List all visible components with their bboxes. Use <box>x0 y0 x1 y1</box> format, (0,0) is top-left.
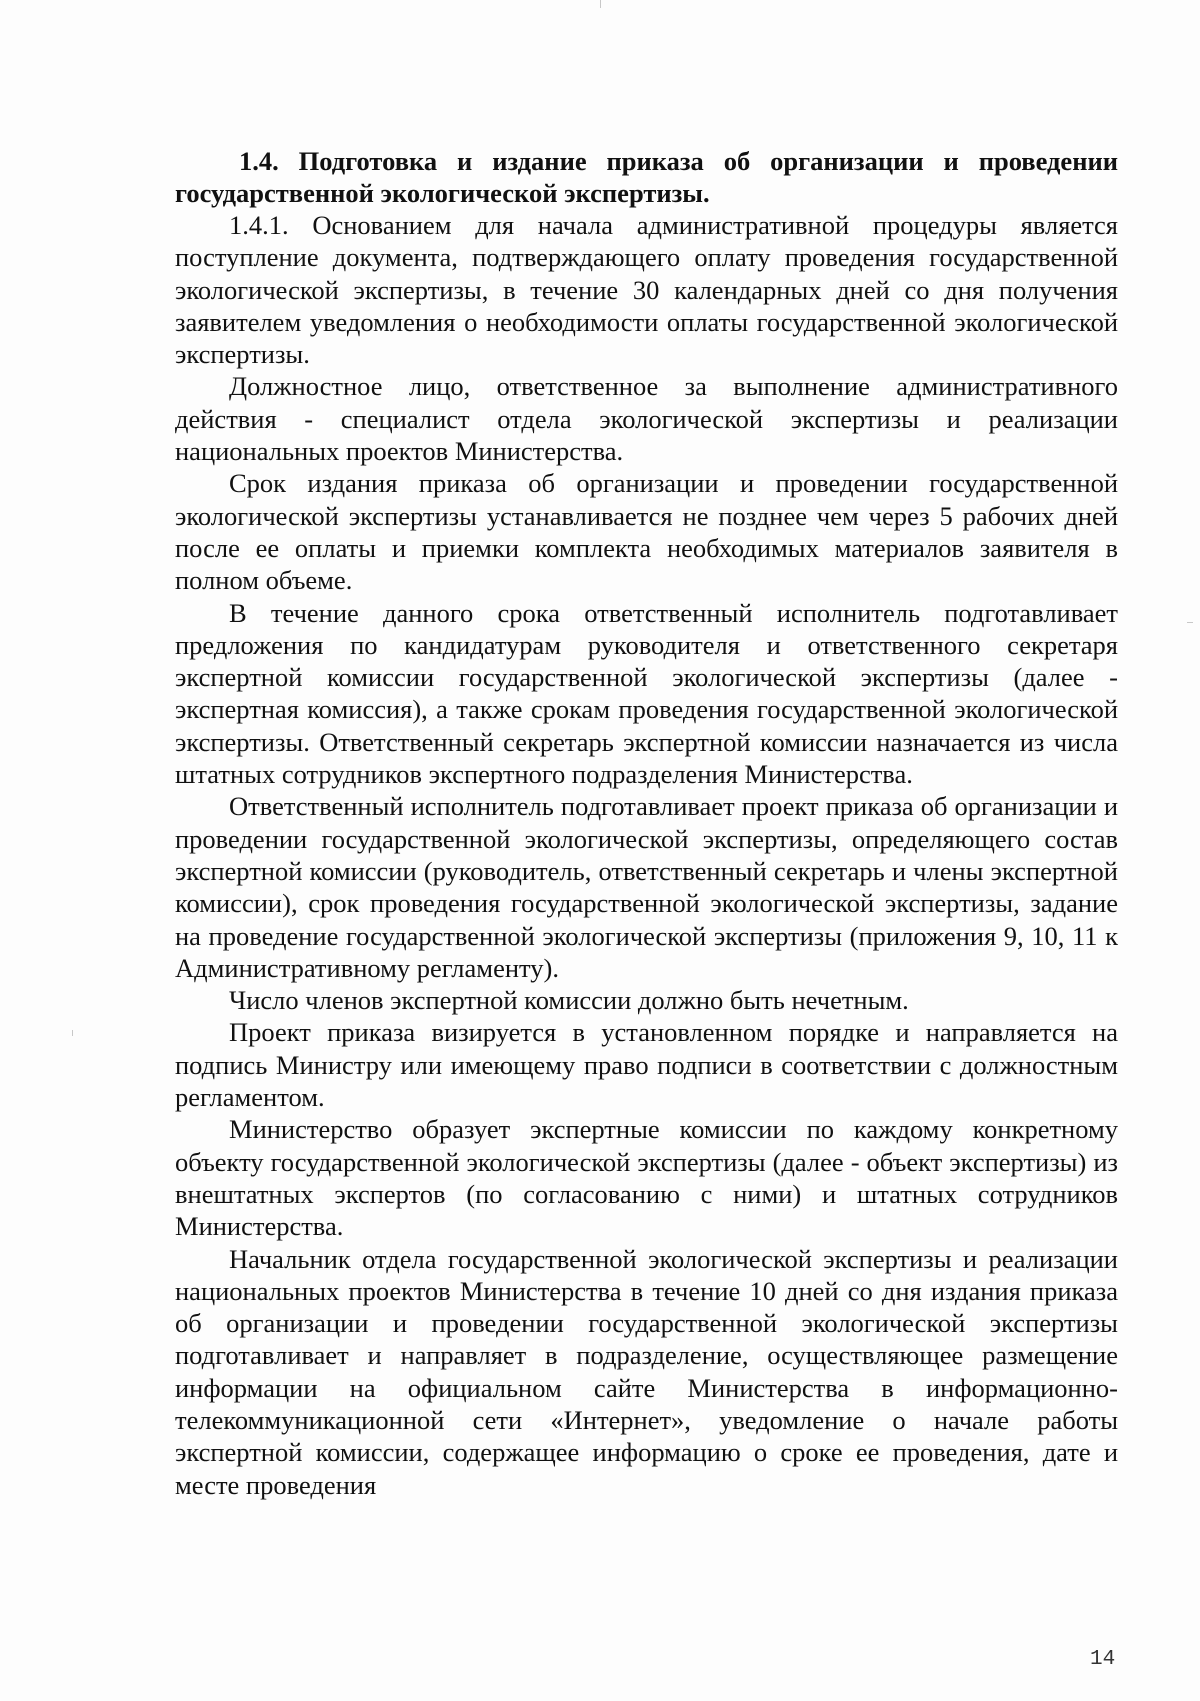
page-number: 14 <box>1090 1648 1116 1671</box>
paragraph: 1.4.1. Основанием для начала административной процедуры является поступление документа, подтверждающего оплату проведения государственной экологической экспертизы, в течение 30 календарных дней со дня получения заявителем уведомления о необходимости оплаты государственной экологической экспертизы. <box>175 210 1118 370</box>
scan-mark <box>1187 622 1193 623</box>
scan-mark <box>72 1030 73 1036</box>
paragraph: В течение данного срока ответственный исполнитель подготавливает предложения по кандидатурам руководителя и ответственного секретаря экспертной комиссии государственной экологической экспертизы (далее - экспертная комиссия), а также срокам проведения государственной экологической экспертизы. Ответственный секретарь экспертной комиссии назначается из числа штатных сотрудников экспертного подразделения Министерства. <box>175 597 1118 790</box>
section-heading: 1.4. Подготовка и издание приказа об организации и проведении государственной экологической экспертизы. <box>175 146 1118 208</box>
paragraph: Должностное лицо, ответственное за выполнение административного действия - специалист отдела экологической экспертизы и реализации национальных проектов Министерства. <box>175 371 1118 467</box>
scan-mark <box>600 0 601 8</box>
paragraph: Проект приказа визируется в установленном порядке и направляется на подпись Министру или имеющему право подписи в соответствии с должностным регламентом. <box>175 1017 1118 1113</box>
paragraph: Министерство образует экспертные комиссии по каждому конкретному объекту государственной экологической экспертизы (далее - объект экспертизы) из внештатных экспертов (по согласованию с ними) и штатных сотрудников Министерства. <box>175 1114 1118 1242</box>
paragraph: Начальник отдела государственной экологической экспертизы и реализации национальных проектов Министерства в течение 10 дней со дня издания приказа об организации и проведении государственной экологической экспертизы подготавливает и направляет в подразделение, осуществляющее размещение информации на официальном сайте Министерства в информационно-телекоммуникационной сети «Интернет», уведомление о начале работы экспертной комиссии, содержащее информацию о сроке ее проведения, дате и месте проведения <box>175 1243 1118 1500</box>
document-body <box>175 145 1118 1501</box>
paragraph: Число членов экспертной комиссии должно быть нечетным. <box>229 985 909 1016</box>
paragraph: Ответственный исполнитель подготавливает проект приказа об организации и проведении государственной экологической экспертизы, определяющего состав экспертной комиссии (руководитель, ответственный секретарь и члены экспертной комиссии), срок проведения государственной экологической экспертизы, задание на проведение государственной экологической экспертизы (приложения 9, 10, 11 к Административному регламенту). <box>175 791 1118 983</box>
paragraph: Срок издания приказа об организации и проведении государственной экологической экспертизы устанавливается не позднее чем через 5 рабочих дней после ее оплаты и приемки комплекта необходимых материалов заявителя в полном объеме. <box>175 468 1118 596</box>
